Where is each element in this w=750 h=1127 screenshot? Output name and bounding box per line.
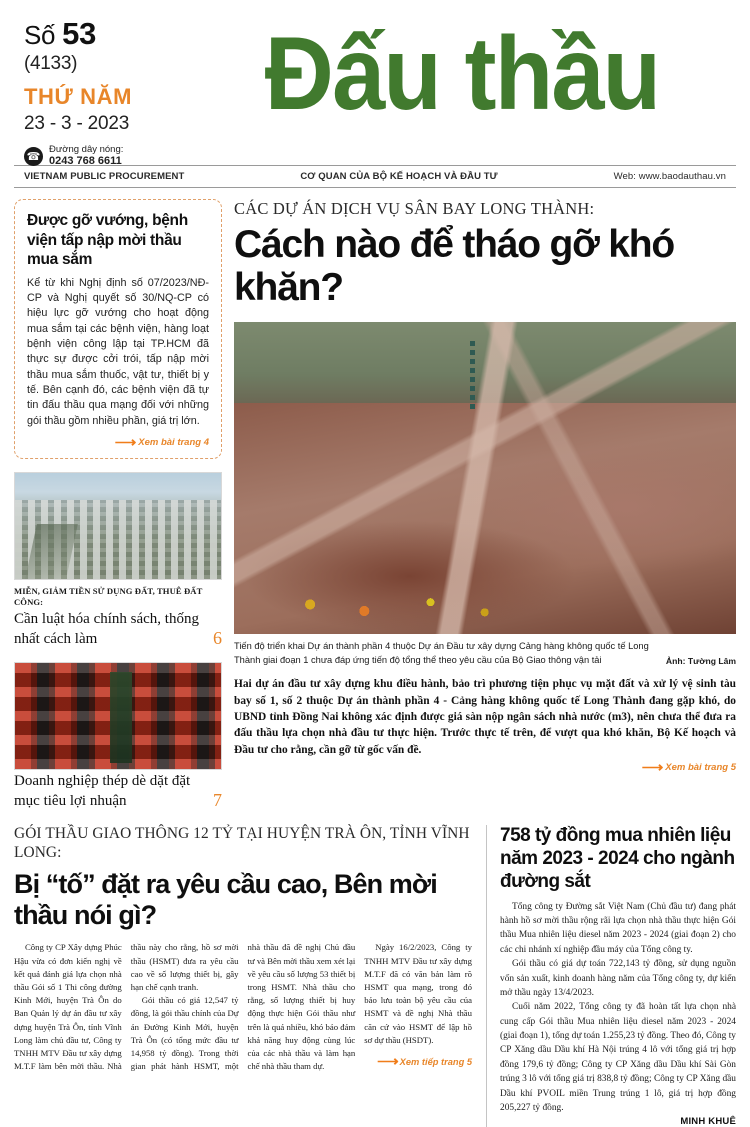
- bottom-section: [10, 825, 740, 1127]
- lead-caption-text: Tiến độ triển khai Dự án thành phần 4 thuộc Dự án Đầu tư xây dựng Cảng hàng không quốc tế Long Thành giai đoạn 1 chưa đáp ứng tiến độ tổng thể theo yêu cầu của Bộ Giao thông vận tải: [234, 641, 649, 665]
- teaser-jump-label: Xem bài trang 4: [138, 436, 209, 448]
- issue-label: Số: [24, 20, 56, 50]
- phone-icon: ☎: [24, 147, 43, 166]
- sidebar-column: [14, 199, 222, 811]
- masthead-logo: [190, 18, 740, 130]
- tagline-left: VIETNAM PUBLIC PROCUREMENT: [24, 171, 185, 182]
- teaser-headline: Được gỡ vướng, bệnh viện tấp nập mời thầu mua sắm: [27, 212, 188, 269]
- bottom-left-headline: Bị “tố” đặt ra yêu cầu cao, Bên mời thầu nói gì?: [14, 868, 437, 931]
- issue-number: 53: [62, 16, 97, 51]
- hotline-block: [24, 144, 190, 170]
- issue-serial: (4133): [24, 52, 78, 74]
- masthead-info-block: [10, 18, 190, 169]
- hotline-label: Đường dây nóng:: [49, 143, 124, 155]
- paragraph: Cuối năm 2022, Tổng công ty đã hoàn tất lựa chọn nhà cung cấp Gói thầu Mua nhiên liệu diesel năm 2023 - 2024 (giai đoạn 1), tổng dự toán 1.255,23 tỷ đồng. Theo đó, Công ty CP Xăng dầu Dầu khí Hà Nội trúng 4 lô với tổng giá trị hợp đồng 179,6 tỷ đồng; Công ty CP Xăng dầu Dầu khí Sài Gòn trúng 3 lô với tổng giá trị 838,8 tỷ đồng; Công ty CP Xăng dầu Dầu khí PVOIL miền Trung trúng 1 lô, giá trị hợp đồng 205,227 tỷ đồng.: [500, 1002, 736, 1114]
- publication-date: 23 - 3 - 2023: [24, 112, 130, 134]
- lead-deck: Hai dự án đầu tư xây dựng khu điều hành, bảo trì phương tiện phục vụ mặt đất và xử lý vệ sinh tàu bay số 1, số 2 thuộc Dự án thành phần 4 - Cảng hàng không quốc tế Long Thành đang gặp khó, do UBND tỉnh Đồng Nai không xác định được giá sàn nộp ngân sách nhà nước (m3), nên chưa thể đưa ra đấu thầu lựa chọn nhà đầu tư thực hiện. Trước thực tế trên, để vượt qua khó khăn, Bộ Kế hoạch và Đầu tư cho rằng, cần gỡ từ gốc vấn đề.: [234, 678, 736, 756]
- bottom-right-headline: 758 tỷ đồng mua nhiên liệu năm 2023 - 2024 cho ngành đường sắt: [500, 825, 735, 892]
- sidebar-item-land-policy[interactable]: [14, 472, 222, 649]
- masthead: [10, 0, 740, 168]
- teaser-jump-link[interactable]: [27, 435, 209, 450]
- issue-line: [24, 18, 190, 51]
- arrow-right-icon: ⟶: [377, 1053, 396, 1071]
- arrow-right-icon: ⟶: [114, 433, 134, 451]
- bottom-right-body: [500, 900, 736, 1116]
- sidebar-headline-row-0: [14, 610, 222, 649]
- bottom-left-article[interactable]: [14, 825, 472, 1127]
- bottom-left-body: [14, 941, 472, 1113]
- construction-site-aerial-photo: [234, 322, 736, 634]
- sidebar-kicker-0: MIỄN, GIẢM TIỀN SỬ DỤNG ĐẤT, THUÊ ĐẤT CÔNG:: [14, 585, 203, 607]
- lead-photo-credit: Ảnh: Tường Lâm: [665, 655, 736, 666]
- tagline-center: CƠ QUAN CỦA BỘ KẾ HOẠCH VÀ ĐẦU TƯ: [300, 171, 498, 182]
- arrow-right-icon: ⟶: [641, 759, 661, 777]
- teaser-body: Kể từ khi Nghị định số 07/2023/NĐ-CP và Nghị quyết số 30/NQ-CP có hiệu lực gỡ vướng cho hoạt động mua sắm tại các bệnh viện, hàng loạt bệnh viện công lập tại TP.HCM đã thực sự được cởi trói, tấp nập mời thầu mua sắm thuốc, vật tư, thiết bị y tế. Bên cạnh đó, các bệnh viện đã tự tin đấu thầu qua mạng đối với những gói thầu gồm nhiều phần, giá trị lớn.: [27, 276, 209, 427]
- lead-story[interactable]: [234, 199, 736, 811]
- lead-jump-label: Xem bài trang 5: [665, 762, 736, 774]
- bottom-right-article[interactable]: [486, 825, 736, 1127]
- paragraph: Gói thầu có giá dự toán 722,143 tỷ đồng, sử dụng nguồn vốn sản xuất, kinh doanh hàng năm của Tổng công ty, dự kiến mở thầu ngày 13/4/2023.: [500, 959, 736, 998]
- paragraph: Gói thầu có giá 12,547 tỷ đồng, là gói thầu chính của Dự án Đường Kinh Mới, huyện Trà Ôn (có tổng mức đầu tư 14,958 tỷ đồng). Trong thời gian phát hành HSMT, một nhà thầu đã đề nghị Chủ đầu tư và Bên mời thầu xem xét lại về yêu cầu số lượng 53 thiết bị trong HSMT. Nhà thầu cho rằng, số lượng thiết bị huy động thực hiện Gói thầu như trên là quá nhiều, khó bảo đảm khả năng huy động cùng lúc của các nhà thầu và làm hạn chế nhà thầu tham dự.: [130, 942, 356, 1072]
- bottom-left-kicker: GÓI THẦU GIAO THÔNG 12 TỶ TẠI HUYỆN TRÀ ÔN, TỈNH VĨNH LONG:: [14, 825, 470, 861]
- masthead-logo-text: Đấu thầu: [264, 16, 660, 132]
- main-content-grid: [10, 199, 740, 811]
- paragraph: Công ty CP Xây dựng Phúc Hậu vừa có đơn kiến nghị về kết quả đánh giá lựa chọn nhà thầu Gói số 1 Thi công đường Kinh Mới, huyện Trà Ôn do Ban Quản lý dự án đầu tư xây dựng huyện Trà Ôn, tỉnh Vĩnh Long làm chủ đầu tư, Công ty TNHH MTV Đầu tư xây dựng M.T.F làm bên mời thầu. Nhà thầu này cho rằng, hồ sơ mời thầu (HSMT) đưa ra yêu cầu cao về số lượng thiết bị, gây hạn chế cạnh tranh.: [14, 942, 239, 1072]
- sidebar-page-number-1: 7: [213, 790, 222, 811]
- weekday-label: THỨ NĂM: [24, 83, 132, 109]
- lead-headline: Cách nào để tháo gỡ khó khăn?: [234, 222, 675, 310]
- sidebar-item-steel-industry[interactable]: [14, 662, 222, 811]
- steel-coils-photo: [14, 662, 222, 770]
- lead-photo-caption: [234, 640, 736, 667]
- sidebar-headline-row-1: [14, 772, 222, 811]
- bottom-right-byline: MINH KHUÊ: [680, 1116, 736, 1127]
- bottom-left-jump-label: Xem tiếp trang 5: [399, 1056, 472, 1067]
- sidebar-headline-1: Doanh nghiệp thép dè dặt đặt mục tiêu lợi nhuận: [14, 773, 191, 809]
- sidebar-headline-0: Cần luật hóa chính sách, thống nhất cách làm: [14, 611, 199, 647]
- paragraph: Ngày 16/2/2023, Công ty TNHH MTV Đầu tư xây dựng M.T.F đã có văn bản làm rõ HSMT qua mạng, trong đó bảo lưu toàn bộ yêu cầu của HSMT và đề nghị Nhà thầu căn cứ vào HSMT để lập hồ sơ dự thầu (HSDT).: [364, 942, 472, 1045]
- teaser-article[interactable]: [14, 199, 222, 459]
- hotline-number: 0243 768 6611: [49, 155, 122, 168]
- hotline-text: [49, 144, 123, 170]
- paragraph: Tổng công ty Đường sắt Việt Nam (Chủ đầu tư) đang phát hành hồ sơ mời thầu rộng rãi lựa chọn nhà thầu thực hiện Gói thầu Mua nhiên liệu diesel năm 2023 - 2024 (giai đoạn 2) cho các chi nhánh xí nghiệp đầu máy của Tổng công ty.: [500, 901, 736, 955]
- lead-jump-link[interactable]: [234, 760, 736, 775]
- bottom-left-jump-link[interactable]: [377, 1054, 472, 1069]
- lead-kicker: CÁC DỰ ÁN DỊCH VỤ SÂN BAY LONG THÀNH:: [234, 199, 595, 218]
- sidebar-page-number-0: 6: [213, 628, 222, 649]
- tagline-website[interactable]: Web: www.baodauthau.vn: [613, 171, 726, 182]
- city-skyline-photo: [14, 472, 222, 580]
